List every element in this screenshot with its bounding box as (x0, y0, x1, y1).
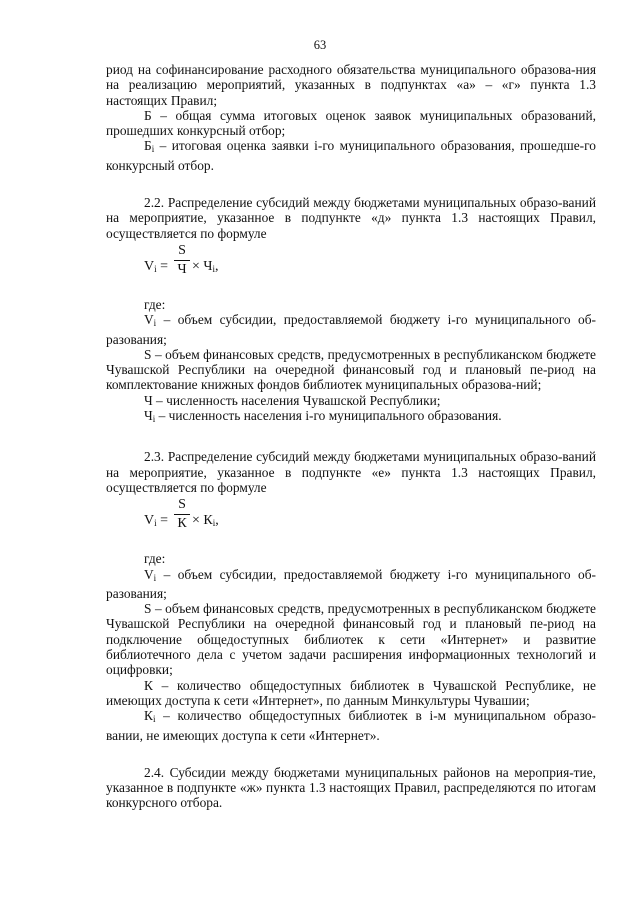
definition-ch: Ч – численность населения Чувашской Республики; (144, 392, 441, 408)
formula-1: $V_i$ = S Ч × $Ч_i$, (144, 242, 219, 277)
where-label-1: где: (144, 296, 166, 312)
where-label-2: где: (144, 551, 166, 567)
definition-vi-1: $V_i$ – объем субсидии, предоставляемой бюджету i-го муниципального об-разования; (106, 312, 596, 347)
definition-s-1: S – объем финансовых средств, предусмотренных в республиканском бюджете Чувашской Республики на очередной финансовый год и плановый пе-риод на комплектование книжных фондов библиотек муниципальных образова-ний; (106, 346, 596, 393)
formula-2: $V_i$ = S К × $К_i$, (144, 497, 219, 532)
definition-k: К – количество общедоступных библиотек в Чувашской Республике, не имеющих доступа к сети «Интернет», по данным Минкультуры Чувашии; (106, 677, 596, 708)
paragraph-continuation: риод на софинансирование расходного обязательства муниципального образова-ния на реализацию мероприятий, указанных в подпунктах «а» – «г» пункта 1.3 настоящих Правил; (106, 62, 596, 108)
document-body (106, 62, 596, 811)
section-2-4: 2.4. Субсидии между бюджетами муниципальных районов на мероприя-тие, указанное в подпункте «ж» пункта 1.3 настоящих Правил, распределяются по итогам конкурсного отбора. (106, 764, 596, 811)
section-2-3: 2.3. Распределение субсидий между бюджетами муниципальных образо-ваний на мероприятие, указанное в подпункте «е» пункта 1.3 настоящих Правил, осуществляется по формуле (106, 449, 596, 495)
definition-s-2: S – объем финансовых средств, предусмотренных в республиканском бюджете Чувашской Республики на очередной финансовый год и плановый пе-риод на подключение общедоступных библиотек к сети «Интернет» и развитие библиотечного дела с учетом задачи расширения информационных технологий и оцифровки; (106, 601, 596, 678)
page-number: 63 (313, 38, 327, 52)
definition-vi-2: $V_i$ – объем субсидии, предоставляемой бюджету i-го муниципального об-разования; (106, 566, 596, 601)
definition-bi: $Б_i$ – итоговая оценка заявки i-го муниципального образования, прошедше-го конкурсный отбор. (106, 138, 596, 173)
section-2-2: 2.2. Распределение субсидий между бюджетами муниципальных образо-ваний на мероприятие, указанное в подпункте «д» пункта 1.3 настоящих Правил, осуществляется по формуле (106, 195, 596, 241)
definition-chi: $Ч_i$ – численность населения i-го муниципального образования. (144, 408, 502, 425)
definition-ki: $К_i$ – количество общедоступных библиотек в i-м муниципальном образо-вании, не имеющих доступа к сети «Интернет». (106, 708, 596, 743)
definition-b: Б – общая сумма итоговых оценок заявок муниципальных образований, прошедших конкурсный отбор; (106, 107, 596, 139)
